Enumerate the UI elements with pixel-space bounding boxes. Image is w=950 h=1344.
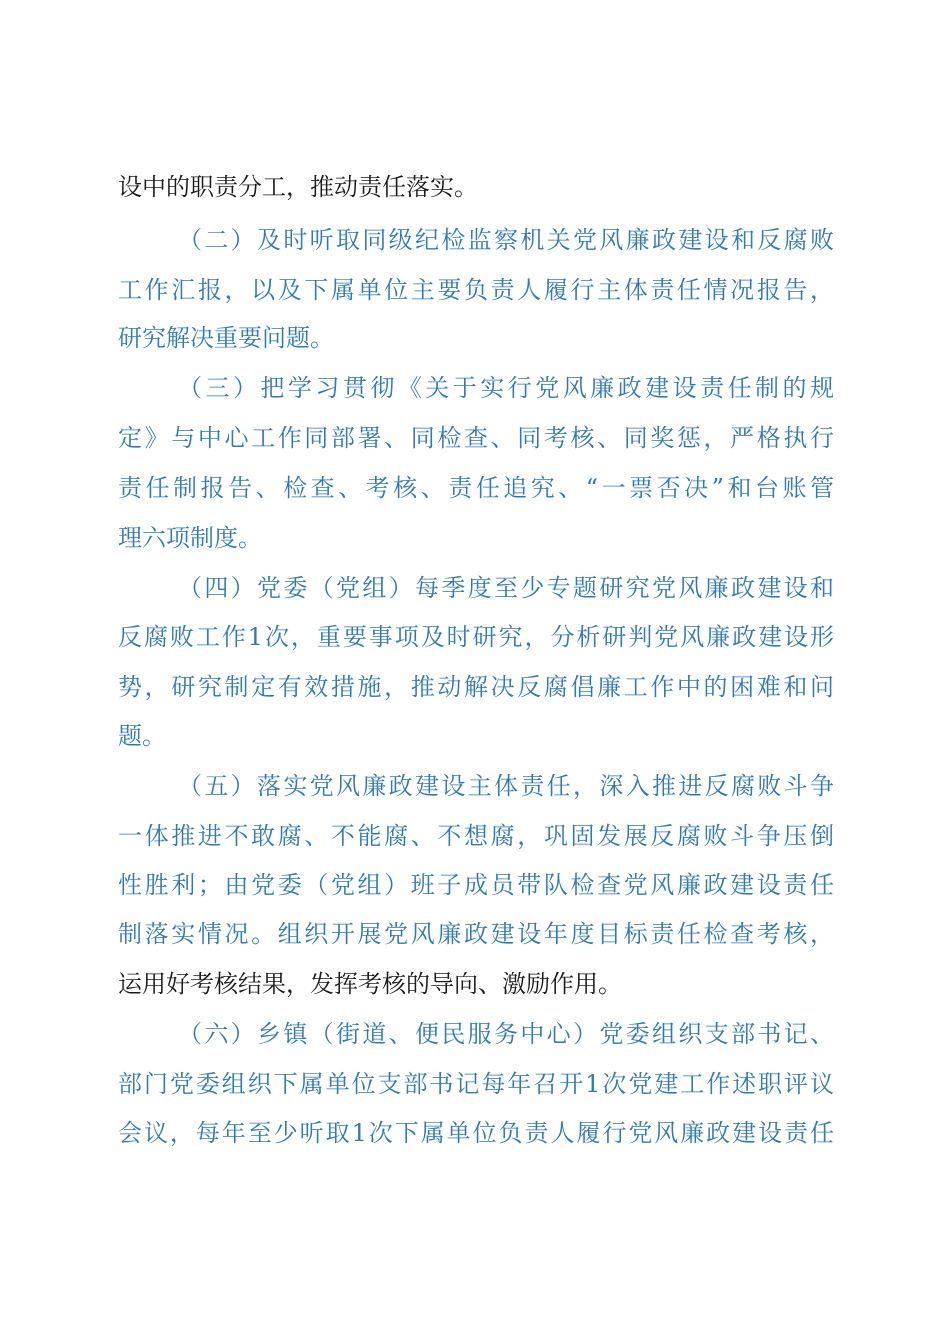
paragraph-4-line-4: 题。 (118, 722, 166, 750)
paragraph-6-line-2: 部门党委组织下属单位支部书记每年召开1次党建工作述职评议 (118, 1070, 834, 1098)
paragraph-5-line-4: 制落实情况。组织开展党风廉政建设年度目标责任检查考核， (118, 920, 834, 948)
paragraph-3-line-4: 理六项制度。 (118, 524, 262, 552)
paragraph-5-line-5: 运用好考核结果，发挥考核的导向、激励作用。 (118, 970, 622, 998)
paragraph-6-line-1: （六）乡镇（街道、便民服务中心）党委组织支部书记、 (178, 1020, 834, 1048)
paragraph-3-line-1: （三）把学习贯彻《关于实行党风廉政建设责任制的规 (178, 374, 834, 402)
paragraph-5-line-3: 性胜利；由党委（党组）班子成员带队检查党风廉政建设责任 (118, 871, 834, 899)
paragraph-1-line-1: 设中的职责分工，推动责任落实。 (118, 173, 478, 201)
paragraph-5-line-2: 一体推进不敢腐、不能腐、不想腐，巩固发展反腐败斗争压倒 (118, 822, 834, 850)
paragraph-2-line-2: 工作汇报，以及下属单位主要负责人履行主体责任情况报告， (118, 276, 834, 304)
paragraph-6-line-3: 会议，每年至少听取1次下属单位负责人履行党风廉政建设责任 (118, 1119, 834, 1147)
paragraph-5-line-1: （五）落实党风廉政建设主体责任，深入推进反腐败斗争 (178, 772, 834, 800)
paragraph-4-line-1: （四）党委（党组）每季度至少专题研究党风廉政建设和 (178, 574, 834, 602)
paragraph-2-line-1: （二）及时听取同级纪检监察机关党风廉政建设和反腐败 (178, 226, 834, 254)
paragraph-2-line-3: 研究解决重要问题。 (118, 324, 334, 352)
paragraph-4-line-3: 势，研究制定有效措施，推动解决反腐倡廉工作中的困难和问 (118, 673, 834, 701)
paragraph-4-line-2: 反腐败工作1次，重要事项及时研究，分析研判党风廉政建设形 (118, 623, 834, 651)
paragraph-3-line-2: 定》与中心工作同部署、同检查、同考核、同奖惩，严格执行 (118, 424, 834, 452)
paragraph-3-line-3: 责任制报告、检查、考核、责任追究、“一票否决”和台账管 (118, 474, 834, 502)
